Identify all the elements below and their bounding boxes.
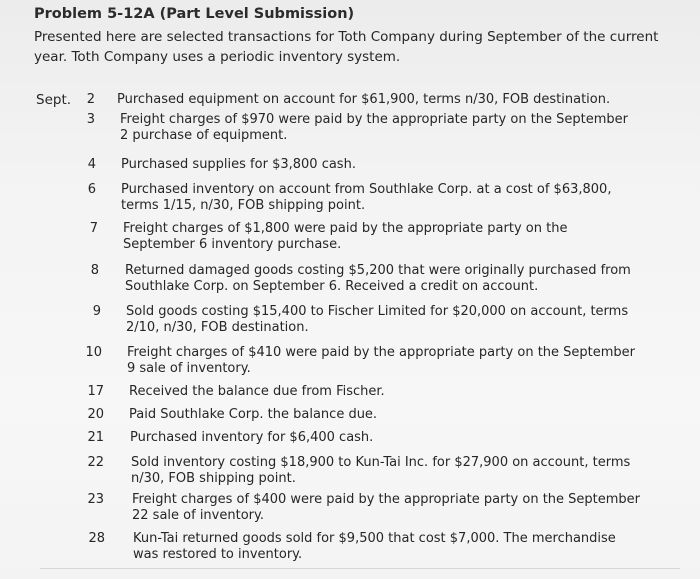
transaction-description [129,384,385,400]
transaction-description [127,345,635,377]
transaction-line: Freight charges of $410 were paid by the appropriate party on the September [127,345,636,360]
problem-title: Problem 5-12A (Part Level Submission) [34,6,355,22]
transaction-day: 28 [88,531,105,546]
transaction-line: September 6 inventory purchase. [123,237,342,252]
transaction-line: Received the balance due from Fischer. [129,384,385,399]
transaction-description [117,92,610,108]
transaction-line: Freight charges of $400 were paid by the appropriate party on the September [132,492,641,507]
transaction-day: 3 [86,112,95,127]
month-label: Sept. [36,92,72,108]
transaction-line: 2/10, n/30, FOB destination. [126,320,309,335]
transaction-line: Purchased supplies for $3,800 cash. [121,157,356,172]
transaction-day: 22 [87,455,104,470]
divider [40,568,680,569]
transaction-line: Freight charges of $970 were paid by the appropriate party on the September [120,112,629,127]
transaction-day: 4 [87,157,96,172]
transaction-day: 10 [85,345,102,360]
transaction-line: Kun-Tai returned goods sold for $9,500 that cost $7,000. The merchandise [133,531,616,546]
transaction-description [129,407,377,423]
transaction-line: Sold inventory costing $18,900 to Kun-Tai Inc. for $27,900 on account, terms [131,455,631,470]
transaction-day: 7 [89,221,98,236]
transaction-line: 9 sale of inventory. [127,361,251,376]
transaction-description [123,221,567,253]
transaction-line: Purchased inventory for $6,400 cash. [130,430,374,445]
transaction-day: 2 [86,92,95,107]
transaction-day: 21 [87,430,104,445]
transaction-description [126,304,628,336]
transaction-day: 9 [92,304,101,319]
transaction-line: was restored to inventory. [133,547,303,562]
transaction-description [125,263,631,295]
transaction-day: 17 [87,384,104,399]
transaction-day: 20 [87,407,104,422]
transaction-line: Freight charges of $1,800 were paid by the appropriate party on the [123,221,568,236]
transaction-line: 22 sale of inventory. [132,508,264,523]
transaction-description [131,455,630,487]
transaction-line: Paid Southlake Corp. the balance due. [129,407,378,422]
problem-intro: Presented here are selected transactions for Toth Company during September of the current year. Toth Company uses a periodic inventory system. [34,29,659,65]
transaction-description [121,182,611,214]
transaction-line: Southlake Corp. on September 6. Received a credit on account. [125,279,539,294]
transaction-line: Purchased equipment on account for $61,900, terms n/30, FOB destination. [117,92,611,107]
transaction-day: 8 [90,263,99,278]
transaction-line: Purchased inventory on account from Southlake Corp. at a cost of $63,800, [121,182,612,197]
transaction-line: n/30, FOB shipping point. [131,471,296,486]
transaction-day: 6 [87,182,96,197]
transaction-description [130,430,373,446]
transaction-line: 2 purchase of equipment. [120,128,288,143]
transaction-line: Returned damaged goods costing $5,200 that were originally purchased from [125,263,631,278]
transaction-description [120,112,628,144]
transaction-line: terms 1/15, n/30, FOB shipping point. [121,198,366,213]
transaction-day: 23 [87,492,104,507]
transaction-line: Sold goods costing $15,400 to Fischer Limited for $20,000 on account, terms [126,304,629,319]
transaction-description [133,531,616,563]
transaction-description [132,492,640,524]
transaction-description [121,157,356,173]
